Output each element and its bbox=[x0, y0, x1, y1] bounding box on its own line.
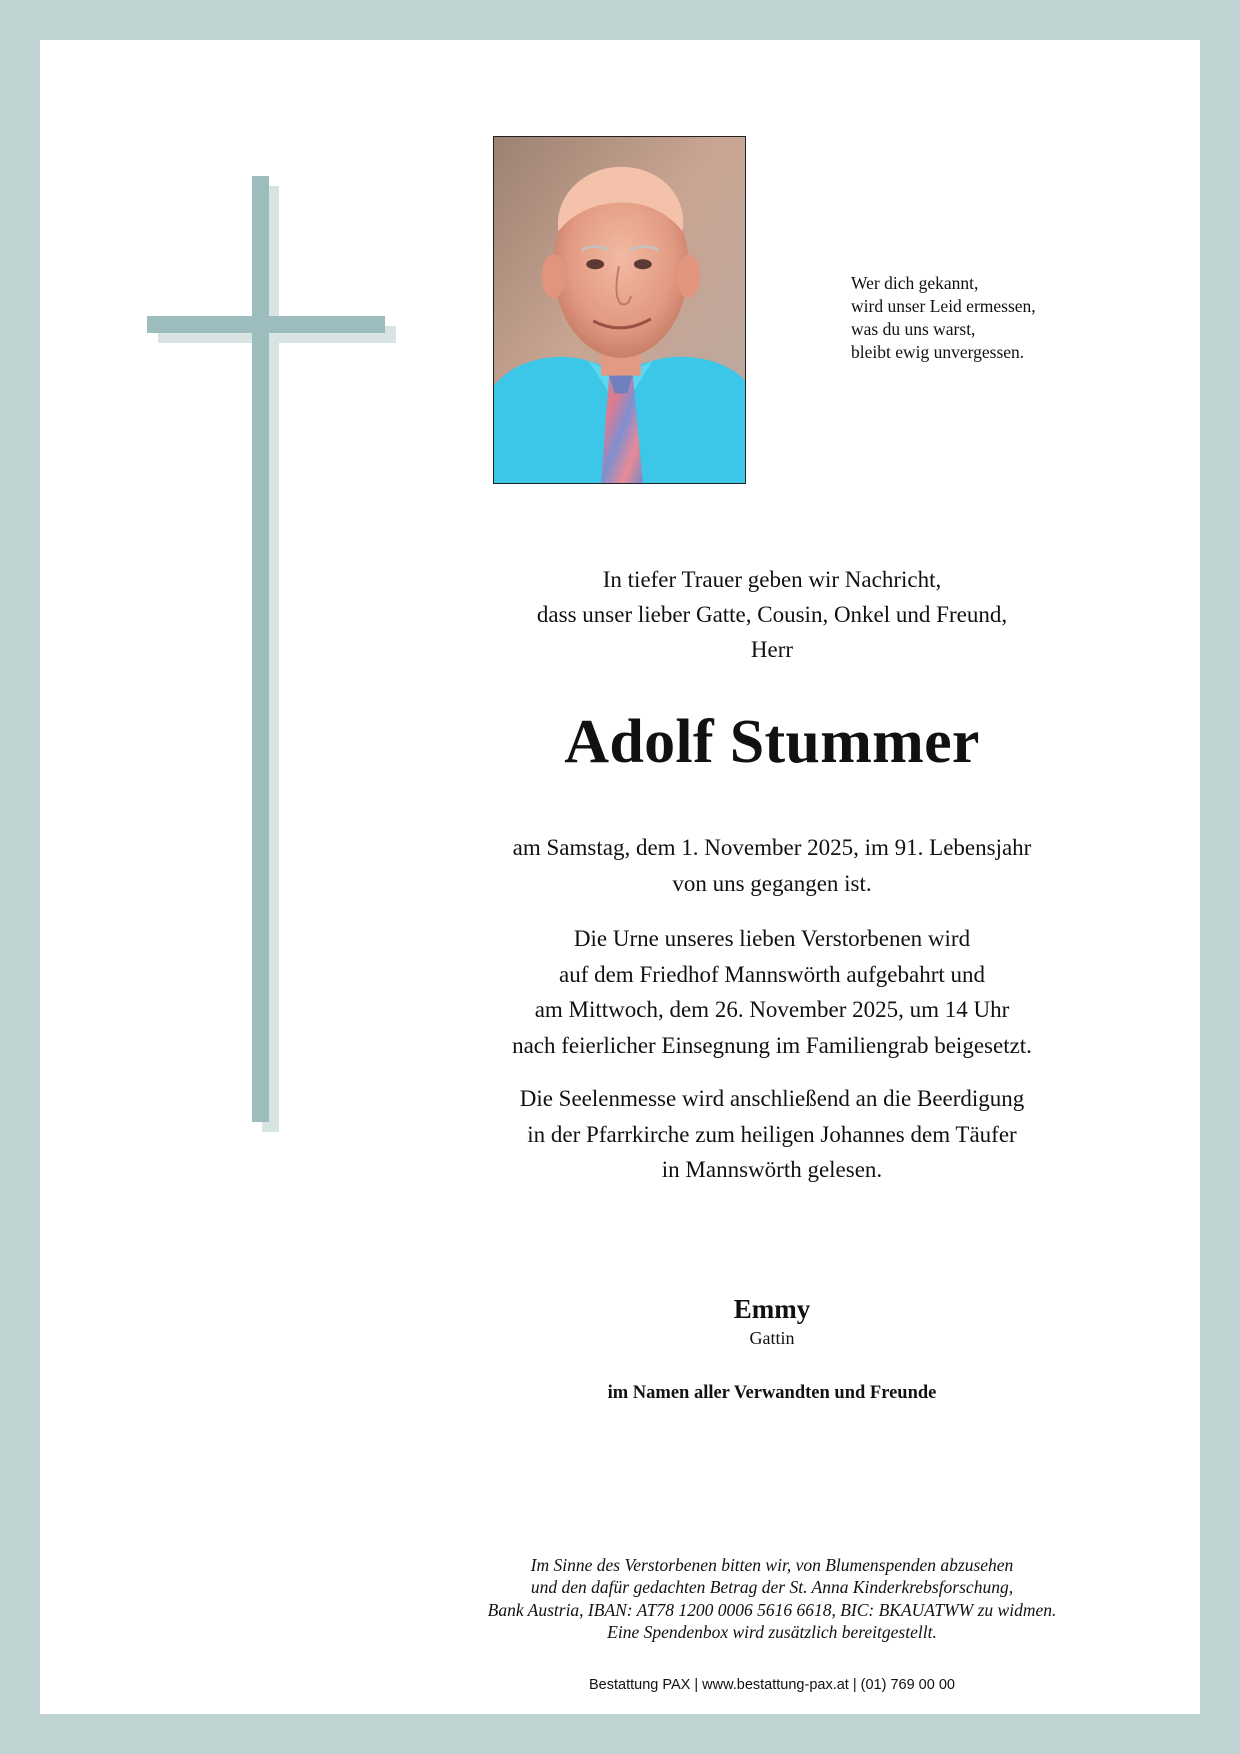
mass-line: in der Pfarrkirche zum heiligen Johannes dem Täufer bbox=[527, 1121, 1017, 1147]
mass-line: in Mannswörth gelesen. bbox=[661, 1157, 883, 1182]
donation-line: Eine Spendenbox wird zusätzlich bereitgestellt. bbox=[607, 1621, 937, 1642]
death-notice-line: von uns gegangen ist. bbox=[672, 870, 872, 896]
mass-line: Die Seelenmesse wird anschließend an die Beerdigung bbox=[519, 1086, 1025, 1111]
portrait-illustration bbox=[494, 137, 745, 483]
cross-horizontal-beam bbox=[147, 316, 385, 333]
donation-line: Im Sinne des Verstorbenen bitten wir, von Blumenspenden abzusehen bbox=[530, 1555, 1014, 1575]
burial-line: nach feierlicher Einsegnung im Familiengrab beigesetzt. bbox=[512, 1032, 1032, 1058]
announcement-intro bbox=[390, 562, 1154, 667]
verse-line: was du uns warst, bbox=[851, 319, 976, 339]
intro-line: Herr bbox=[750, 637, 794, 662]
signature-family: im Namen aller Verwandten und Freunde bbox=[607, 1383, 937, 1403]
memorial-verse bbox=[851, 272, 1111, 364]
mass-details bbox=[390, 1081, 1154, 1188]
burial-line: am Mittwoch, dem 26. November 2025, um 14 Uhr bbox=[534, 997, 1010, 1022]
donation-line: Bank Austria, IBAN: AT78 1200 0006 5616 6618, BIC: BKAUATWW zu widmen. bbox=[487, 1599, 1057, 1620]
burial-line: auf dem Friedhof Mannswörth aufgebahrt und bbox=[558, 961, 986, 987]
death-notice-line: am Samstag, dem 1. November 2025, im 91. Lebensjahr bbox=[512, 835, 1032, 860]
signature-role: Gattin bbox=[749, 1328, 795, 1348]
verse-line: Wer dich gekannt, bbox=[851, 273, 979, 293]
verse-line: wird unser Leid ermessen, bbox=[851, 296, 1036, 316]
death-notice bbox=[390, 830, 1154, 901]
verse-line: bleibt ewig unvergessen. bbox=[851, 342, 1025, 362]
portrait-photo bbox=[493, 136, 746, 484]
burial-details bbox=[390, 921, 1154, 1063]
intro-line: dass unser lieber Gatte, Cousin, Onkel und Freund, bbox=[536, 602, 1008, 627]
donation-request bbox=[390, 1554, 1154, 1643]
intro-line: In tiefer Trauer geben wir Nachricht, bbox=[602, 567, 942, 592]
obituary-page bbox=[40, 40, 1200, 1714]
deceased-name: Adolf Stummer bbox=[564, 708, 980, 776]
funeral-home-footer: Bestattung PAX | www.bestattung-pax.at | (01) 769 00 00 bbox=[589, 1677, 955, 1693]
signature-name: Emmy bbox=[733, 1294, 811, 1324]
donation-line: und den dafür gedachten Betrag der St. Anna Kinderkrebsforschung, bbox=[530, 1577, 1014, 1598]
burial-line: Die Urne unseres lieben Verstorbenen wird bbox=[573, 926, 971, 951]
